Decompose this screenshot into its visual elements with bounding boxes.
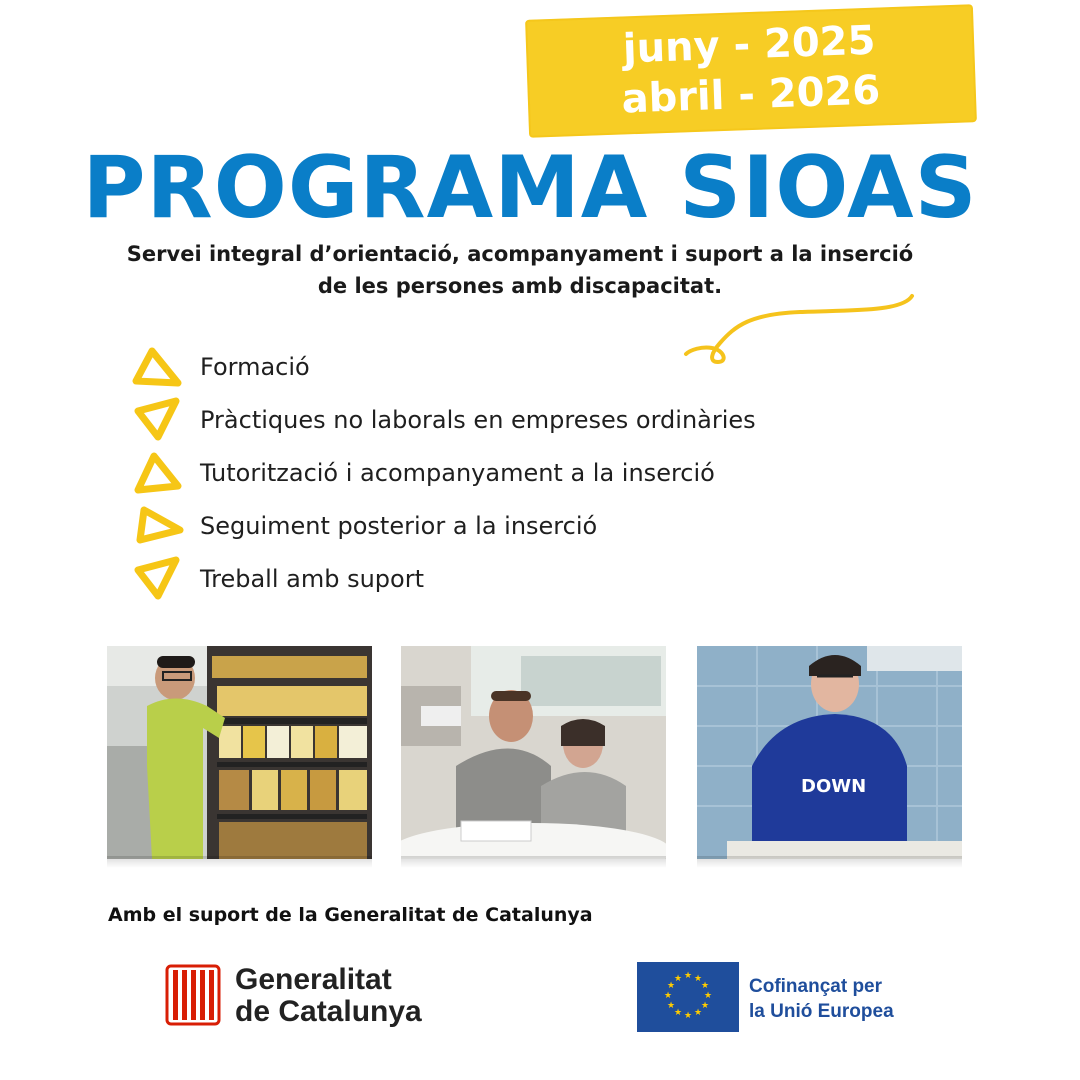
photo-shadow [107,856,372,868]
svg-text:★: ★ [693,1008,703,1018]
photo-hoodie [697,646,962,859]
start-date: juny - 2025 [622,17,877,73]
triangle-bullet-icon [130,452,182,494]
list-item-label: Formació [200,352,310,381]
page-title: PROGRAMA SIOAS [82,138,978,238]
svg-text:★: ★ [683,1011,693,1021]
generalitat-line-1: Generalitat [235,963,392,996]
eu-flag-icon [637,962,739,1032]
photo-supermarket [107,646,372,859]
list-item-label: Pràctiques no laborals en empreses ordinàries [200,405,756,434]
generalitat-line-2: de Catalunya [235,995,422,1028]
list-item-label: Treball amb suport [200,564,425,593]
generalitat-emblem-icon [165,964,221,1028]
photo-shadow [401,856,666,868]
squiggle-decoration [680,288,920,368]
eu-wordmark [749,974,894,1024]
subtitle-line-2: de les persones amb discapacitat. [317,274,723,298]
date-range [558,13,941,126]
svg-text:★: ★ [673,1008,683,1018]
triangle-bullet-icon [130,556,182,602]
photo-office [401,646,666,859]
svg-text:★: ★ [666,1001,676,1011]
triangle-bullet-icon [130,397,182,443]
svg-text:★: ★ [666,981,676,991]
svg-text:★: ★ [703,991,713,1001]
list-item-label: Seguiment posterior a la inserció [200,511,598,540]
end-date: abril - 2026 [620,67,881,123]
svg-text:★: ★ [693,974,703,984]
list-item-label: Tutorització i acompanyament a la inserció [200,458,715,487]
hoodie-text: DOWN [801,776,867,797]
support-text: Amb el suport de la Generalitat de Catalunya [108,904,593,926]
photo-shadow [697,856,962,868]
generalitat-wordmark [235,964,422,1028]
eu-cofinancing-logo [637,962,937,1034]
generalitat-logo [165,962,465,1034]
eu-line-1: Cofinançat per [749,976,883,997]
triangle-bullet-icon [130,506,186,546]
svg-text:★: ★ [700,1001,710,1011]
svg-text:★: ★ [700,981,710,991]
eu-line-2: la Unió Europea [749,1001,894,1022]
svg-text:★: ★ [663,991,673,1001]
svg-text:★: ★ [683,971,693,981]
triangle-bullet-icon [130,347,182,387]
subtitle-line-1: Servei integral d’orientació, acompanyament i suport a la inserció [126,242,914,266]
svg-text:★: ★ [673,974,683,984]
